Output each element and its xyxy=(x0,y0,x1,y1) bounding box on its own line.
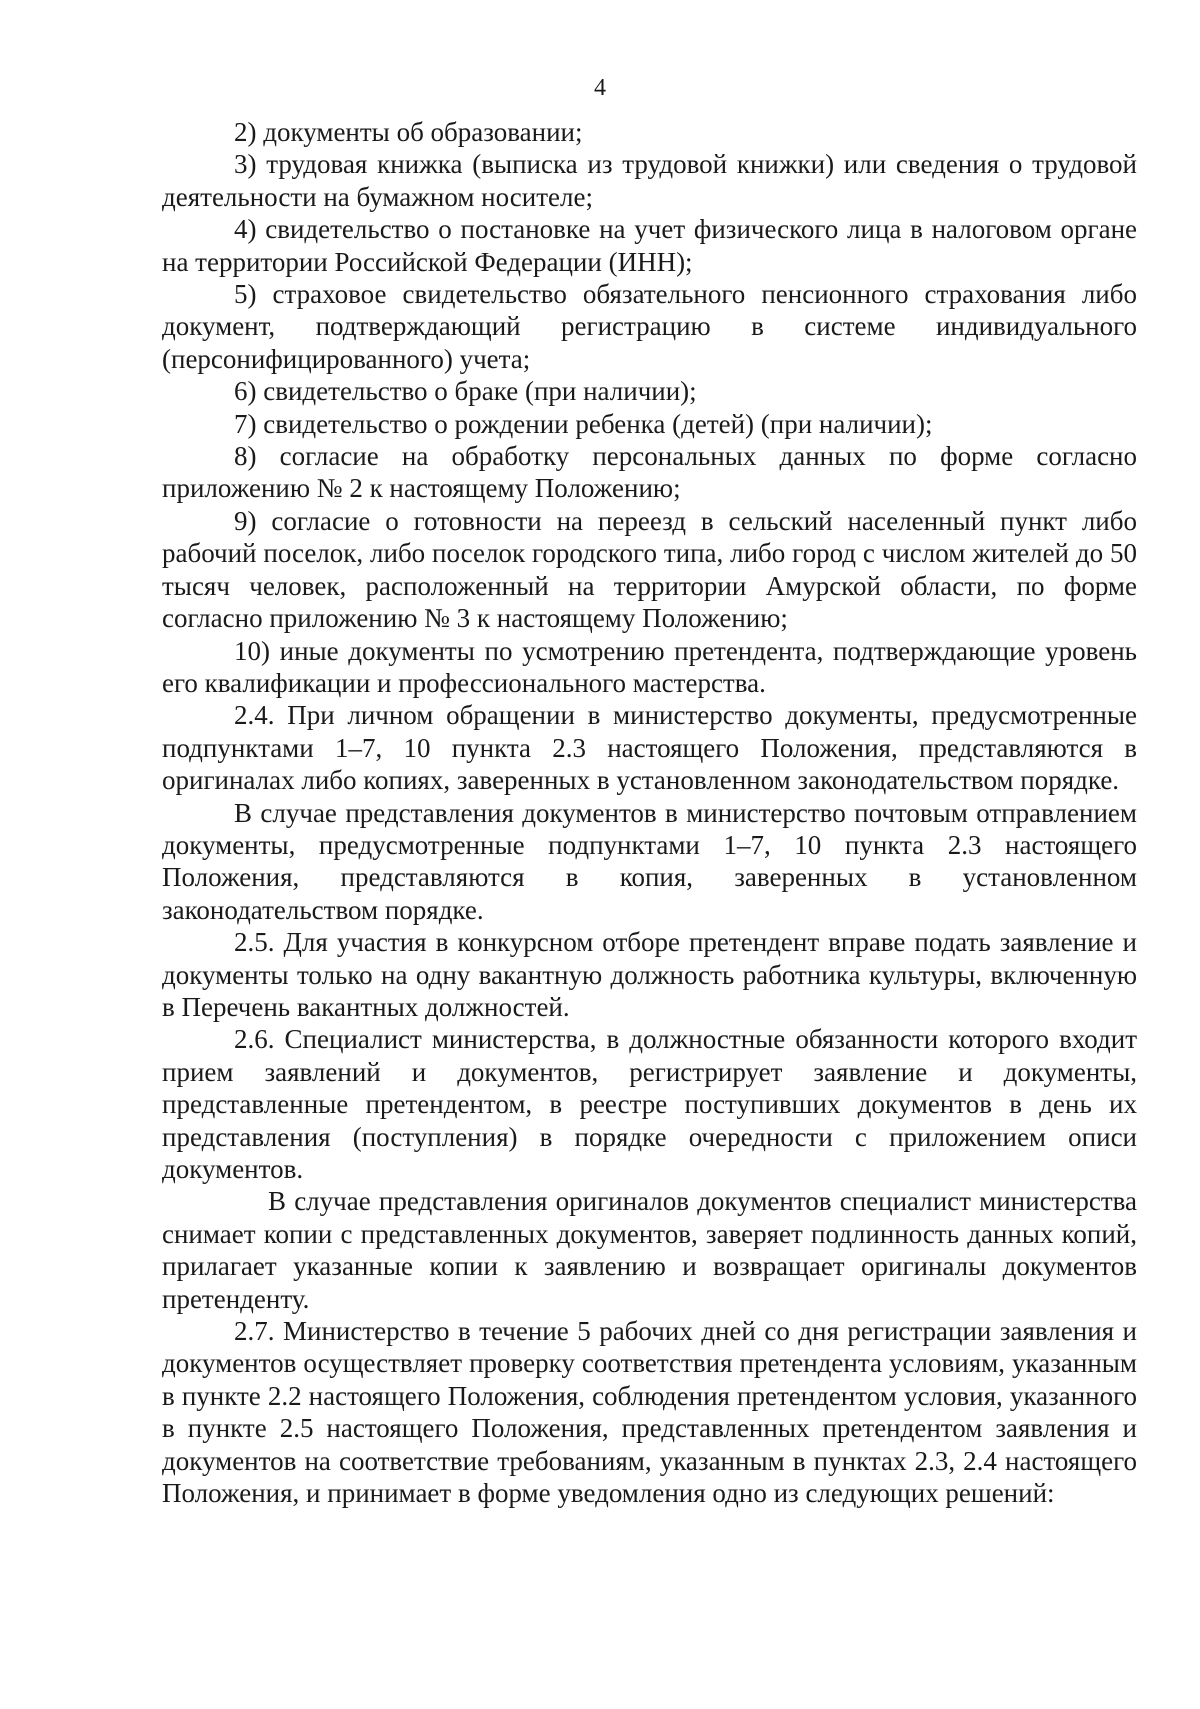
clause-2-4: 2.4. При личном обращении в министерство документы, предусмотренные подпунктами 1–7, 10 пункта 2.3 настоящего Положения, представляются в оригиналах либо копиях, заверенных в установленном законодательством порядке. xyxy=(162,700,1137,796)
clause-2-5: 2.5. Для участия в конкурсном отборе претендент вправе подать заявление и документы только на одну вакантную должность работника культуры, включенную в Перечень вакантных должностей. xyxy=(162,927,1137,1022)
clause-2-6-originals: В случае представления оригиналов документов специалист министерства снимает копии с представленных документов, заверяет подлинность данных копий, прилагает указанные копии к заявлению и возвращает оригиналы документов претенденту. xyxy=(162,1186,1137,1314)
clause-2-4-postal-submission: В случае представления документов в министерство почтовым отправлением документы, предусмотренные подпунктами 1–7, 10 пункта 2.3 настоящего Положения, представляются в копия, заверенных в установленном законодательством порядке. xyxy=(162,797,1137,925)
clause-2-7: 2.7. Министерство в течение 5 рабочих дней со дня регистрации заявления и документов осуществляет проверку соответствия претендента условиям, указанным в пункте 2.2 настоящего Положения, соблюдения претендентом условия, указанного в пункте 2.5 настоящего Положения, представленных претендентом заявления и документов на соответствие требованиям, указанным в пунктах 2.3, 2.4 настоящего Положения, и принимает в форме уведомления одно из следующих решений: xyxy=(162,1316,1137,1509)
list-item-2-education-documents: 2) документы об образовании; xyxy=(234,117,583,147)
list-item-8-personal-data-consent: 8) согласие на обработку персональных данных по форме согласно приложению № 2 к настоящему Положению; xyxy=(162,441,1137,504)
list-item-4-tax-registration: 4) свидетельство о постановке на учет физического лица в налоговом органе на территории Российской Федерации (ИНН); xyxy=(162,214,1137,277)
document-body xyxy=(162,116,1137,1509)
list-item-3-work-record-book: 3) трудовая книжка (выписка из трудовой книжки) или сведения о трудовой деятельности на бумажном носителе; xyxy=(162,149,1137,212)
list-item-7-birth-certificate: 7) свидетельство о рождении ребенка (детей) (при наличии); xyxy=(234,408,933,439)
page-number: 4 xyxy=(594,75,606,101)
clause-2-6: 2.6. Специалист министерства, в должностные обязанности которого входит прием заявлений и документов, регистрирует заявление и документы, представленные претендентом, в реестре поступивших документов в день их представления (поступления) в порядке очередности с приложением описи документов. xyxy=(162,1024,1137,1184)
list-item-10-other-documents: 10) иные документы по усмотрению претендента, подтверждающие уровень его квалификации и профессионального мастерства. xyxy=(162,635,1137,698)
list-item-9-relocation-consent: 9) согласие о готовности на переезд в сельский населенный пункт либо рабочий поселок, либо поселок городского типа, либо город с числом жителей до 50 тысяч человек, расположенный на территории Амурской области, по форме согласно приложению № 3 к настоящему Положению; xyxy=(162,505,1137,634)
list-item-5-pension-insurance: 5) страховое свидетельство обязательного пенсионного страхования либо документ, подтверждающий регистрацию в системе индивидуального (персонифицированного) учета; xyxy=(162,279,1137,374)
list-item-6-marriage-certificate: 6) свидетельство о браке (при наличии); xyxy=(234,376,697,407)
